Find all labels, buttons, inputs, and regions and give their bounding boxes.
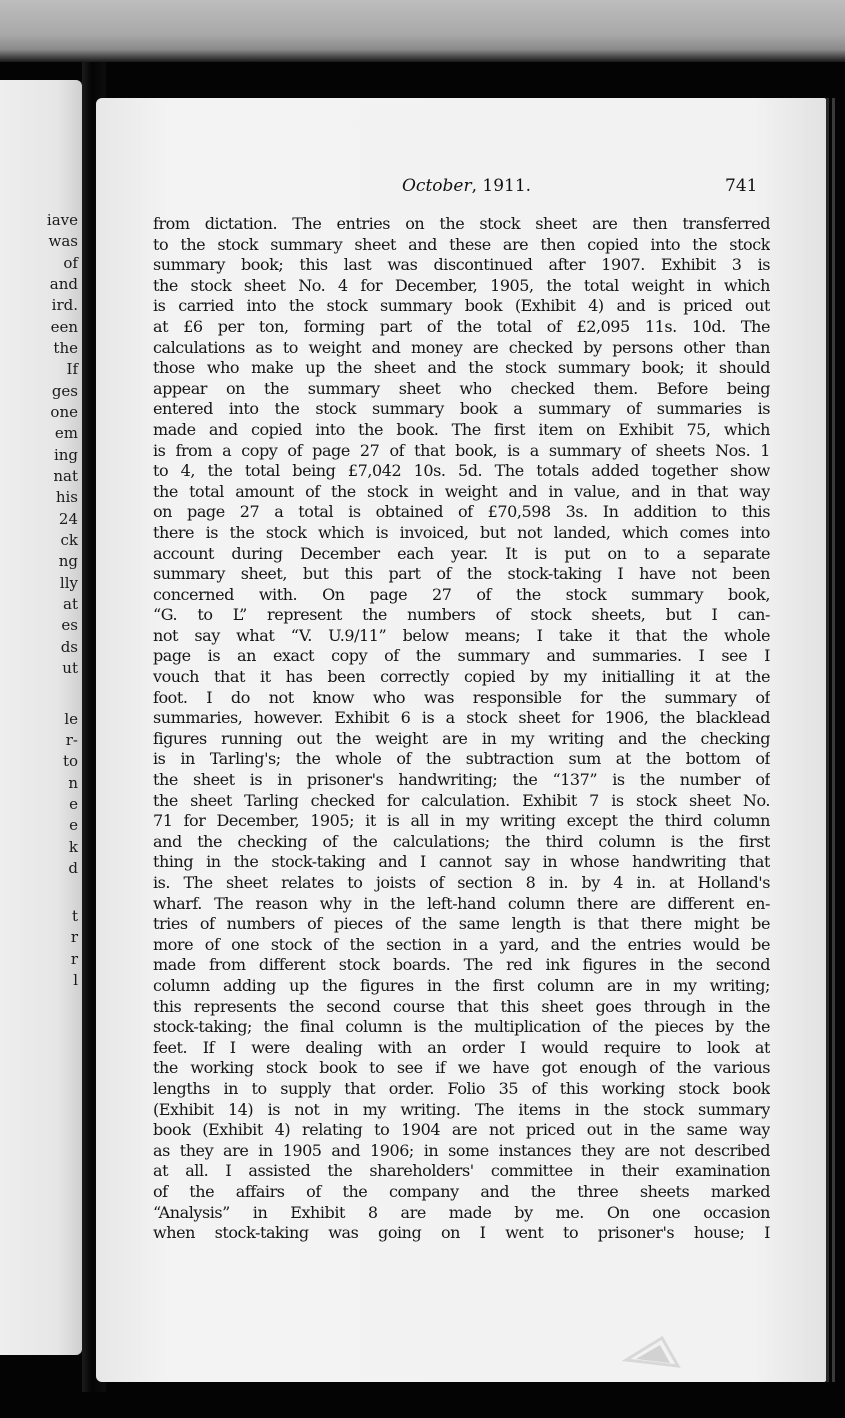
body-line: column adding up the figures in the first column are in my writing; xyxy=(153,975,770,995)
body-line: calculations as to weight and money are checked by persons other than xyxy=(153,337,770,357)
body-line: the stock sheet No. 4 for December, 1905, the total weight in which xyxy=(153,275,770,295)
body-line: 71 for December, 1905; it is all in my writing except the third column xyxy=(153,811,770,831)
left-page-text-fragment: at xyxy=(63,595,78,613)
body-line: concerned with. On page 27 of the stock summary book, xyxy=(153,584,770,604)
left-page-text-fragment: his xyxy=(55,488,78,506)
body-line: made and copied into the book. The first item on Exhibit 75, which xyxy=(153,419,770,439)
left-page-text-fragment: iave xyxy=(46,211,78,229)
running-head-year: , 1911. xyxy=(471,176,532,196)
body-text xyxy=(153,214,770,1244)
left-page-text-fragment: n xyxy=(68,774,78,792)
left-page-text-fragment: d xyxy=(68,859,78,877)
page-edge-line xyxy=(826,98,829,1382)
previous-page-edge xyxy=(0,80,82,1355)
left-page-text-fragment: em xyxy=(54,424,78,442)
body-line: this represents the second course that this sheet goes through in the xyxy=(153,996,770,1016)
body-line: (Exhibit 14) is not in my writing. The items in the stock summary xyxy=(153,1099,770,1119)
body-line: when stock-taking was going on I went to prisoner's house; I xyxy=(153,1223,770,1243)
body-line: the working stock book to see if we have got enough of the various xyxy=(153,1058,770,1078)
left-page-text-fragment: was xyxy=(48,232,78,250)
body-line: and the checking of the calculations; the third column is the first xyxy=(153,831,770,851)
body-line: to 4, the total being £7,042 10s. 5d. The totals added together show xyxy=(153,461,770,481)
left-page-text-fragment: e xyxy=(69,816,78,834)
body-line: wharf. The reason why in the left-hand column there are different en- xyxy=(153,893,770,913)
body-line: foot. I do not know who was responsible for the summary of xyxy=(153,687,770,707)
body-line: there is the stock which is invoiced, but not landed, which comes into xyxy=(153,522,770,542)
body-line: book (Exhibit 4) relating to 1904 are not priced out in the same way xyxy=(153,1120,770,1140)
left-page-text-fragment: If xyxy=(66,360,78,378)
body-line: is from a copy of page 27 of that book, is a summary of sheets Nos. 1 xyxy=(153,440,770,460)
left-page-text-fragment: een xyxy=(50,318,78,336)
scanner-background xyxy=(0,0,845,62)
left-page-text-fragment: ird. xyxy=(51,296,78,314)
book-page xyxy=(96,98,826,1382)
body-line: stock-taking; the final column is the multiplication of the pieces by the xyxy=(153,1017,770,1037)
body-line: is in Tarling's; the whole of the subtraction sum at the bottom of xyxy=(153,749,770,769)
left-page-text-fragment: ng xyxy=(58,552,78,570)
body-line: “G. to L” represent the numbers of stock sheets, but I can- xyxy=(153,605,770,625)
left-page-text-fragment: r xyxy=(70,928,78,946)
body-line: summary book; this last was discontinued after 1907. Exhibit 3 is xyxy=(153,255,770,275)
body-line: more of one stock of the section in a yard, and the entries would be xyxy=(153,934,770,954)
left-page-text-fragment: and xyxy=(49,275,78,293)
left-page-text-fragment: ing xyxy=(53,446,78,464)
left-page-text-fragment: to xyxy=(62,752,78,770)
page-edge-line-outer xyxy=(832,98,835,1382)
torn-corner-mark xyxy=(622,1332,682,1372)
left-page-text-fragment: r xyxy=(70,950,78,968)
body-line: not say what “V. U.9/11” below means; I take it that the whole xyxy=(153,625,770,645)
left-page-text-fragment: 24 xyxy=(58,510,78,528)
body-line: the sheet Tarling checked for calculation. Exhibit 7 is stock sheet No. xyxy=(153,790,770,810)
body-line: vouch that it has been correctly copied by my initialling it at the xyxy=(153,667,770,687)
body-line: the total amount of the stock in weight and in value, and in that way xyxy=(153,481,770,501)
left-page-text-fragment: ges xyxy=(51,382,78,400)
left-page-text-fragment: r- xyxy=(65,731,78,749)
left-page-text-fragment: ut xyxy=(62,659,78,677)
body-line: at all. I assisted the shareholders' committee in their examination xyxy=(153,1161,770,1181)
body-line: tries of numbers of pieces of the same length is that there might be xyxy=(153,914,770,934)
body-line: figures running out the weight are in my writing and the checking xyxy=(153,728,770,748)
left-page-text-fragment: nat xyxy=(53,467,78,485)
body-line: the sheet is in prisoner's handwriting; the “137” is the number of xyxy=(153,770,770,790)
left-page-text-fragment: ds xyxy=(60,638,78,656)
left-page-text-fragment: the xyxy=(53,339,78,357)
body-line: on page 27 a total is obtained of £70,598 3s. In addition to this xyxy=(153,502,770,522)
left-page-text-fragment: e xyxy=(69,795,78,813)
body-line: feet. If I were dealing with an order I would require to look at xyxy=(153,1037,770,1057)
left-page-text-fragment: k xyxy=(68,838,78,856)
left-page-text-fragment: one xyxy=(50,403,78,421)
body-line: is carried into the stock summary book (Exhibit 4) and is priced out xyxy=(153,296,770,316)
body-line: page is an exact copy of the summary and summaries. I see I xyxy=(153,646,770,666)
left-page-text-fragment: l xyxy=(73,971,78,989)
left-page-text-fragment: le xyxy=(64,710,78,728)
body-line: as they are in 1905 and 1906; in some instances they are not described xyxy=(153,1140,770,1160)
running-head xyxy=(96,176,826,200)
body-line: entered into the stock summary book a summary of summaries is xyxy=(153,399,770,419)
left-page-text-fragment: ck xyxy=(60,531,78,549)
body-line: to the stock summary sheet and these are then copied into the stock xyxy=(153,234,770,254)
left-page-text-fragment: of xyxy=(63,254,78,272)
body-line: summaries, however. Exhibit 6 is a stock sheet for 1906, the blacklead xyxy=(153,708,770,728)
left-page-text-fragment: lly xyxy=(59,574,78,592)
body-line: from dictation. The entries on the stock sheet are then transferred xyxy=(153,214,770,233)
body-line: made from different stock boards. The red ink figures in the second xyxy=(153,955,770,975)
body-line: “Analysis” in Exhibit 8 are made by me. On one occasion xyxy=(153,1202,770,1222)
body-line: at £6 per ton, forming part of the total of £2,095 11s. 10d. The xyxy=(153,316,770,336)
body-line: is. The sheet relates to joists of section 8 in. by 4 in. at Holland's xyxy=(153,873,770,892)
body-line: lengths in to supply that order. Folio 35 of this working stock book xyxy=(153,1078,770,1098)
page-number: 741 xyxy=(725,176,758,196)
body-line: of the affairs of the company and the three sheets marked xyxy=(153,1181,770,1201)
running-head-date xyxy=(402,176,531,196)
body-line: thing in the stock-taking and I cannot say in whose handwriting that xyxy=(153,852,770,872)
left-page-text-fragment: t xyxy=(71,907,78,925)
running-head-month: October xyxy=(402,176,472,196)
body-line: those who make up the sheet and the stock summary book; it should xyxy=(153,358,770,378)
body-line: summary sheet, but this part of the stock-taking I have not been xyxy=(153,564,770,584)
left-page-text-fragment: es xyxy=(61,616,78,634)
body-line: appear on the summary sheet who checked them. Before being xyxy=(153,378,770,398)
body-line: account during December each year. It is put on to a separate xyxy=(153,543,770,563)
